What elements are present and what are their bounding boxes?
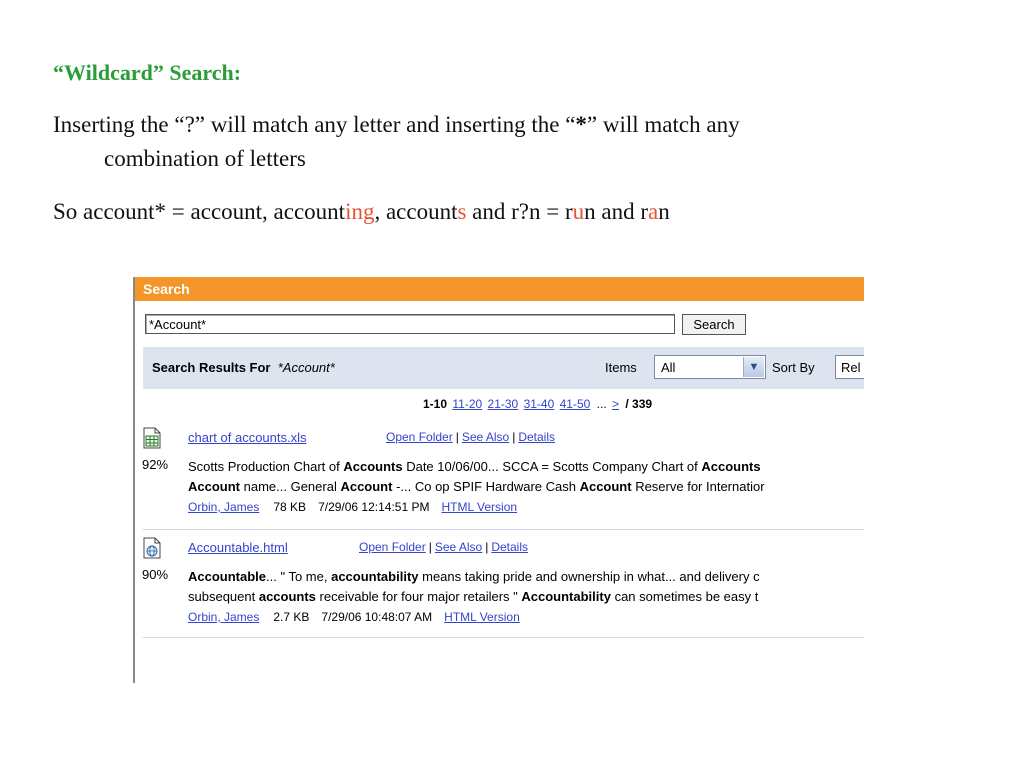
result-title-link[interactable]: Accountable.html [188, 540, 288, 555]
results-label: Search Results For [152, 360, 271, 375]
snippet-line-2 [188, 587, 864, 607]
result-meta [188, 500, 517, 514]
pager-link-11-20[interactable]: 11-20 [452, 397, 483, 411]
chevron-down-icon[interactable]: ▼ [743, 357, 764, 377]
example-highlight-ing: ing [345, 199, 375, 224]
pager-link-41-50[interactable]: 41-50 [559, 397, 591, 411]
sort-by-label: Sort By [772, 360, 815, 375]
pager-next[interactable]: > [612, 397, 620, 411]
snippet-match: Accountability [521, 589, 611, 604]
snippet-line-1 [188, 567, 864, 587]
slide-title: “Wildcard” Search: [53, 60, 242, 85]
result-actions [386, 430, 555, 444]
author-link[interactable]: Orbin, James [188, 610, 260, 624]
pager-ellipsis: ... [596, 397, 607, 411]
example-highlight-u: u [572, 199, 585, 224]
result-snippet [188, 457, 864, 497]
pager-current: 1-10 [423, 397, 448, 411]
items-label: Items [605, 360, 637, 375]
example-text-2: , account [374, 199, 458, 224]
paragraph-1-text-a: Inserting the “?” will match any letter and inserting the “ [53, 112, 576, 137]
search-button[interactable]: Search [682, 314, 746, 335]
search-screenshot [133, 277, 864, 683]
file-date: 7/29/06 12:14:51 PM [318, 500, 430, 514]
result-divider [143, 529, 864, 530]
items-select-value: All [661, 360, 676, 375]
result-divider [143, 637, 864, 638]
open-folder-link[interactable]: Open Folder [386, 430, 453, 444]
snippet-text: Reserve for Internatior [631, 479, 765, 494]
pager-link-31-40[interactable]: 31-40 [523, 397, 555, 411]
snippet-match: Accounts [701, 459, 761, 474]
relevance-score: 90% [142, 567, 169, 582]
file-size: 2.7 KB [273, 610, 310, 624]
details-link[interactable]: Details [518, 430, 556, 444]
example-text-5: n [658, 199, 670, 224]
search-header: Search [135, 277, 864, 301]
relevance-score: 92% [142, 457, 169, 472]
snippet-match: Account [579, 479, 632, 494]
result-meta [188, 610, 520, 624]
details-link[interactable]: Details [491, 540, 529, 554]
file-size: 78 KB [273, 500, 307, 514]
snippet-match: Accounts [343, 459, 403, 474]
results-query: *Account* [277, 360, 335, 375]
pager-link-21-30[interactable]: 21-30 [487, 397, 519, 411]
snippet-match: Accountable [188, 569, 267, 584]
example-highlight-a: a [648, 199, 659, 224]
search-input[interactable] [145, 314, 675, 334]
snippet-match: accountability [331, 569, 419, 584]
asterisk-symbol: * [575, 112, 587, 137]
snippet-line-2 [188, 477, 864, 497]
file-date: 7/29/06 10:48:07 AM [321, 610, 433, 624]
spreadsheet-icon[interactable] [143, 427, 161, 449]
paragraph-1-text-b: ” will match any [586, 112, 740, 137]
separator: | [455, 430, 459, 444]
result-title-link[interactable]: chart of accounts.xls [188, 430, 307, 445]
example-highlight-s: s [457, 199, 467, 224]
result-actions [359, 540, 528, 554]
separator: | [428, 540, 432, 554]
separator: | [485, 540, 489, 554]
results-toolbar [143, 347, 864, 389]
snippet-text: Date 10/06/00... SCCA = Scotts Company Chart of [402, 459, 702, 474]
snippet-text: can sometimes be easy t [610, 589, 759, 604]
snippet-line-1 [188, 457, 864, 477]
see-also-link[interactable]: See Also [461, 430, 510, 444]
paragraph-1-text-c: combination of letters [104, 146, 306, 171]
author-link[interactable]: Orbin, James [188, 500, 260, 514]
snippet-text: Scotts Production Chart of [188, 459, 344, 474]
snippet-match: Account [188, 479, 240, 494]
example-text-1: So account* = account, account [53, 199, 346, 224]
example-text-4: n and r [584, 199, 649, 224]
sort-select[interactable] [835, 355, 864, 379]
see-also-link[interactable]: See Also [434, 540, 483, 554]
snippet-text: means taking pride and ownership in what... and delivery c [418, 569, 760, 584]
html-version-link[interactable]: HTML Version [444, 610, 520, 624]
snippet-text: ... " To me, [266, 569, 332, 584]
results-heading [152, 360, 335, 375]
snippet-text: -... Co op SPIF Hardware Cash [392, 479, 580, 494]
pagination [423, 397, 652, 411]
sort-select-value: Rel [841, 360, 861, 375]
slide-paragraph-1 [53, 108, 913, 176]
result-snippet [188, 567, 864, 607]
slide-paragraph-2 [53, 195, 670, 229]
html-version-link[interactable]: HTML Version [441, 500, 518, 514]
snippet-text: name... General [240, 479, 341, 494]
separator: | [512, 430, 516, 444]
snippet-text: subsequent [188, 589, 259, 604]
example-text-3: and r?n = r [466, 199, 573, 224]
open-folder-link[interactable]: Open Folder [359, 540, 426, 554]
snippet-text: receivable for four major retailers " [315, 589, 522, 604]
items-select[interactable] [654, 355, 766, 379]
snippet-match: Account [340, 479, 393, 494]
snippet-match: accounts [258, 589, 316, 604]
html-document-icon[interactable] [143, 537, 161, 559]
pager-total: / 339 [625, 397, 653, 411]
